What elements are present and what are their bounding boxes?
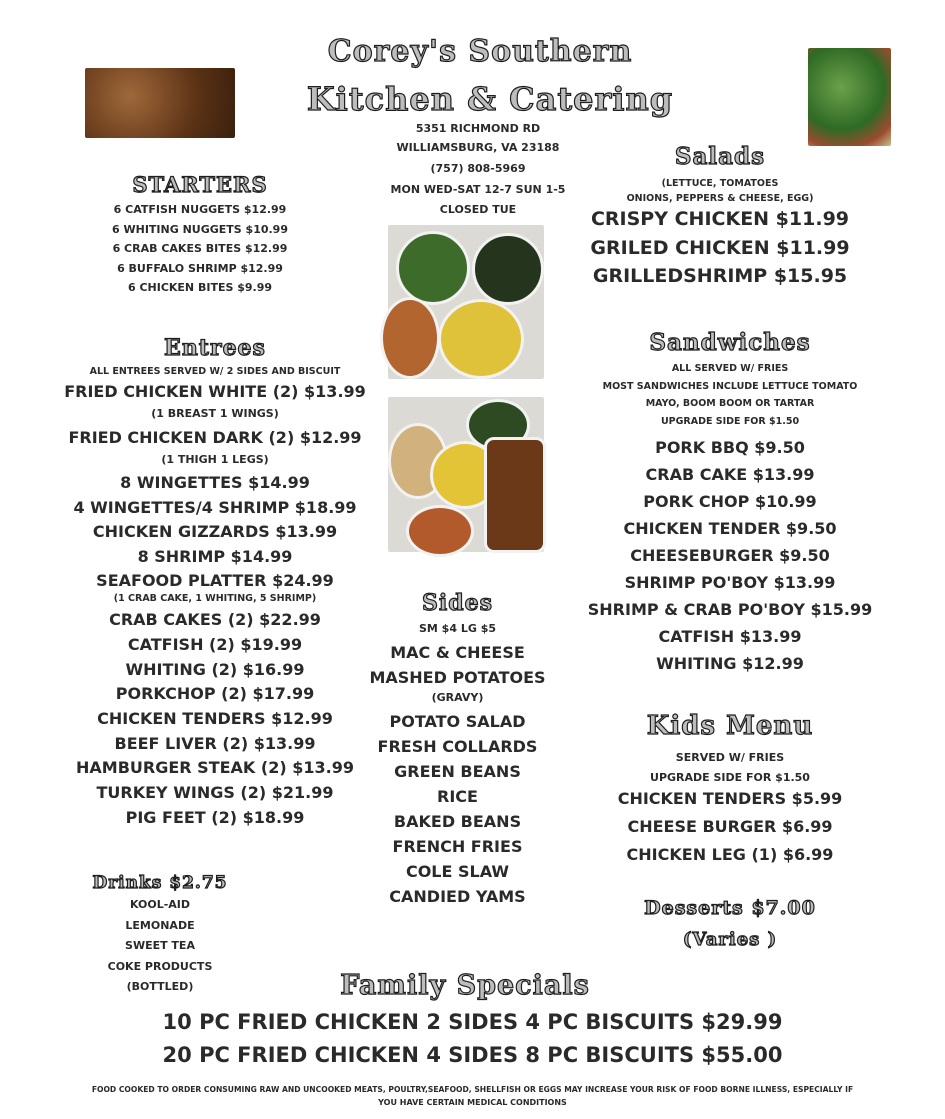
sandwich-item: PORK CHOP $10.99 — [643, 492, 817, 511]
kids-item: CHEESE BURGER $6.99 — [627, 817, 833, 836]
desserts-note: (Varies ) — [682, 929, 778, 950]
kids-item: CHICKEN TENDERS $5.99 — [617, 789, 843, 808]
closed-day: CLOSED TUE — [439, 203, 517, 216]
salad-item: GRILED CHICKEN $11.99 — [590, 236, 850, 259]
entree-item: FRIED CHICKEN WHITE (2) $13.99 — [64, 382, 366, 401]
salad-item: GRILLEDSHRIMP $15.95 — [592, 265, 848, 287]
sandwich-note: ALL SERVED W/ FRIES — [671, 363, 789, 374]
desserts-heading: Desserts $7.00 — [644, 897, 816, 919]
side-item: MASHED POTATOES — [369, 668, 546, 687]
salad-photo — [808, 48, 891, 146]
entrees-note: ALL ENTREES SERVED W/ 2 SIDES AND BISCUIT — [89, 366, 341, 377]
salads-heading: Salads — [674, 143, 766, 170]
sides-bowls-photo — [388, 225, 544, 379]
starter-item: 6 WHITING NUGGETS $10.99 — [112, 222, 288, 236]
side-item: FRENCH FRIES — [392, 837, 523, 856]
entree-item: 4 WINGETTES/4 SHRIMP $18.99 — [73, 498, 357, 517]
starters-heading: STARTERS — [132, 172, 268, 197]
entree-item: 8 WINGETTES $14.99 — [120, 473, 310, 492]
family-specials-heading: Family Specials — [340, 970, 590, 1001]
entree-detail: (1 CRAB CAKE, 1 WHITING, 5 SHRIMP) — [113, 593, 317, 604]
address-city: WILLIAMSBURG, VA 23188 — [396, 141, 560, 154]
sandwich-item: CRAB CAKE $13.99 — [645, 465, 815, 484]
kids-menu-heading: Kids Menu — [646, 711, 814, 741]
starter-item: 6 BUFFALO SHRIMP $12.99 — [117, 261, 283, 275]
restaurant-name-line2: Kitchen & Catering — [306, 80, 674, 118]
entrees-list — [55, 384, 375, 834]
entree-item: 8 SHRIMP $14.99 — [137, 547, 293, 566]
address-street: 5351 RICHMOND RD — [415, 122, 541, 135]
drink-item: KOOL-AID — [129, 898, 191, 911]
sandwich-item: PORK BBQ $9.50 — [655, 438, 805, 457]
entree-detail: (1 THIGH 1 LEGS) — [161, 453, 269, 466]
drink-item: SWEET TEA — [125, 939, 195, 952]
starters-list — [80, 204, 320, 302]
starter-item: 6 CRAB CAKES BITES $12.99 — [112, 242, 288, 255]
kids-note: UPGRADE SIDE FOR $1.50 — [650, 771, 810, 784]
family-special-item: 20 PC FRIED CHICKEN 4 SIDES 8 PC BISCUITS $55.00 — [162, 1043, 783, 1067]
entree-item: HAMBURGER STEAK (2) $13.99 — [76, 758, 354, 777]
restaurant-name-line1: Corey's Southern — [327, 34, 633, 69]
restaurant-info — [378, 123, 578, 224]
side-item: MAC & CHEESE — [390, 643, 525, 662]
disclaimer-line1: FOOD COOKED TO ORDER CONSUMING RAW AND UNCOOKED MEATS, POULTRY,SEAFOOD, SHELLFISH OR EGGS MAY INCREASE YOUR RISK OF FOOD BORNE ILLNESS, ESPECIALLY IF — [91, 1086, 854, 1094]
drink-item: (BOTTLED) — [126, 980, 194, 993]
side-item: GREEN BEANS — [394, 762, 521, 781]
sandwich-item: SHRIMP PO'BOY $13.99 — [624, 573, 836, 592]
sandwiches-list — [570, 440, 890, 683]
sandwich-note: UPGRADE SIDE FOR $1.50 — [660, 415, 800, 427]
salads-note: (LETTUCE, TOMATOES — [661, 178, 779, 189]
starter-item: 6 CATFISH NUGGETS $12.99 — [113, 203, 287, 216]
entree-item: PIG FEET (2) $18.99 — [125, 808, 305, 827]
entree-item: CATFISH (2) $19.99 — [127, 635, 303, 654]
salads-list — [590, 210, 850, 296]
entree-item: CHICKEN GIZZARDS $13.99 — [92, 522, 338, 541]
sandwich-item: CATFISH $13.99 — [658, 627, 802, 646]
entree-item: CHICKEN TENDERS $12.99 — [97, 709, 333, 728]
entree-item: TURKEY WINGS (2) $21.99 — [96, 783, 334, 802]
side-item: RICE — [437, 787, 478, 806]
entree-item: CRAB CAKES (2) $22.99 — [109, 610, 321, 629]
entree-detail: (1 BREAST 1 WINGS) — [151, 407, 279, 420]
sandwiches-heading: Sandwiches — [649, 329, 811, 356]
sandwich-item: WHITING $12.99 — [656, 654, 804, 673]
side-item: FRESH COLLARDS — [377, 737, 538, 756]
drink-item: LEMONADE — [125, 918, 195, 932]
family-special-item: 10 PC FRIED CHICKEN 2 SIDES 4 PC BISCUITS $29.99 — [162, 1010, 783, 1034]
side-item: BAKED BEANS — [393, 812, 522, 831]
wings-and-sides-photo — [388, 397, 544, 552]
entrees-heading: Entrees — [164, 335, 266, 361]
kids-item: CHICKEN LEG (1) $6.99 — [626, 845, 834, 864]
sandwich-item: SHRIMP & CRAB PO'BOY $15.99 — [587, 600, 873, 619]
salad-item: CRISPY CHICKEN $11.99 — [590, 208, 850, 230]
sandwich-note: MOST SANDWICHES INCLUDE LETTUCE TOMATO — [602, 380, 858, 392]
entree-item: BEEF LIVER (2) $13.99 — [114, 734, 316, 753]
side-item: COLE SLAW — [405, 862, 510, 881]
sandwich-note: MAYO, BOOM BOOM OR TARTAR — [645, 398, 815, 409]
kids-list — [590, 791, 870, 875]
entree-item: FRIED CHICKEN DARK (2) $12.99 — [68, 428, 362, 447]
side-item: CANDIED YAMS — [389, 887, 526, 906]
drinks-heading: Drinks $2.75 — [92, 873, 228, 893]
side-detail: (GRAVY) — [431, 691, 484, 704]
disclaimer-line2: YOU HAVE CERTAIN MEDICAL CONDITIONS — [378, 1098, 567, 1107]
sandwich-item: CHEESEBURGER $9.50 — [630, 546, 830, 565]
kids-note: SERVED W/ FRIES — [675, 751, 785, 764]
starter-item: 6 CHICKEN BITES $9.99 — [127, 281, 273, 294]
phone-number: (757) 808-5969 — [430, 162, 526, 175]
sides-heading: Sides — [421, 590, 493, 616]
side-item: POTATO SALAD — [389, 712, 526, 731]
entree-item: WHITING (2) $16.99 — [125, 660, 305, 679]
kids-notes — [600, 752, 860, 792]
salads-note: ONIONS, PEPPERS & CHEESE, EGG) — [626, 193, 814, 204]
fried-wings-photo — [85, 68, 235, 138]
entree-item: SEAFOOD PLATTER $24.99 — [96, 571, 334, 590]
entree-item: PORKCHOP (2) $17.99 — [115, 684, 315, 703]
sandwiches-notes — [560, 364, 900, 434]
sides-price: SM $4 LG $5 — [418, 622, 496, 635]
drink-item: COKE PRODUCTS — [107, 959, 213, 973]
hours: MON WED-SAT 12-7 SUN 1-5 — [390, 183, 566, 196]
drinks-list — [60, 899, 260, 1002]
sandwich-item: CHICKEN TENDER $9.50 — [623, 519, 837, 538]
sides-list — [345, 623, 570, 914]
